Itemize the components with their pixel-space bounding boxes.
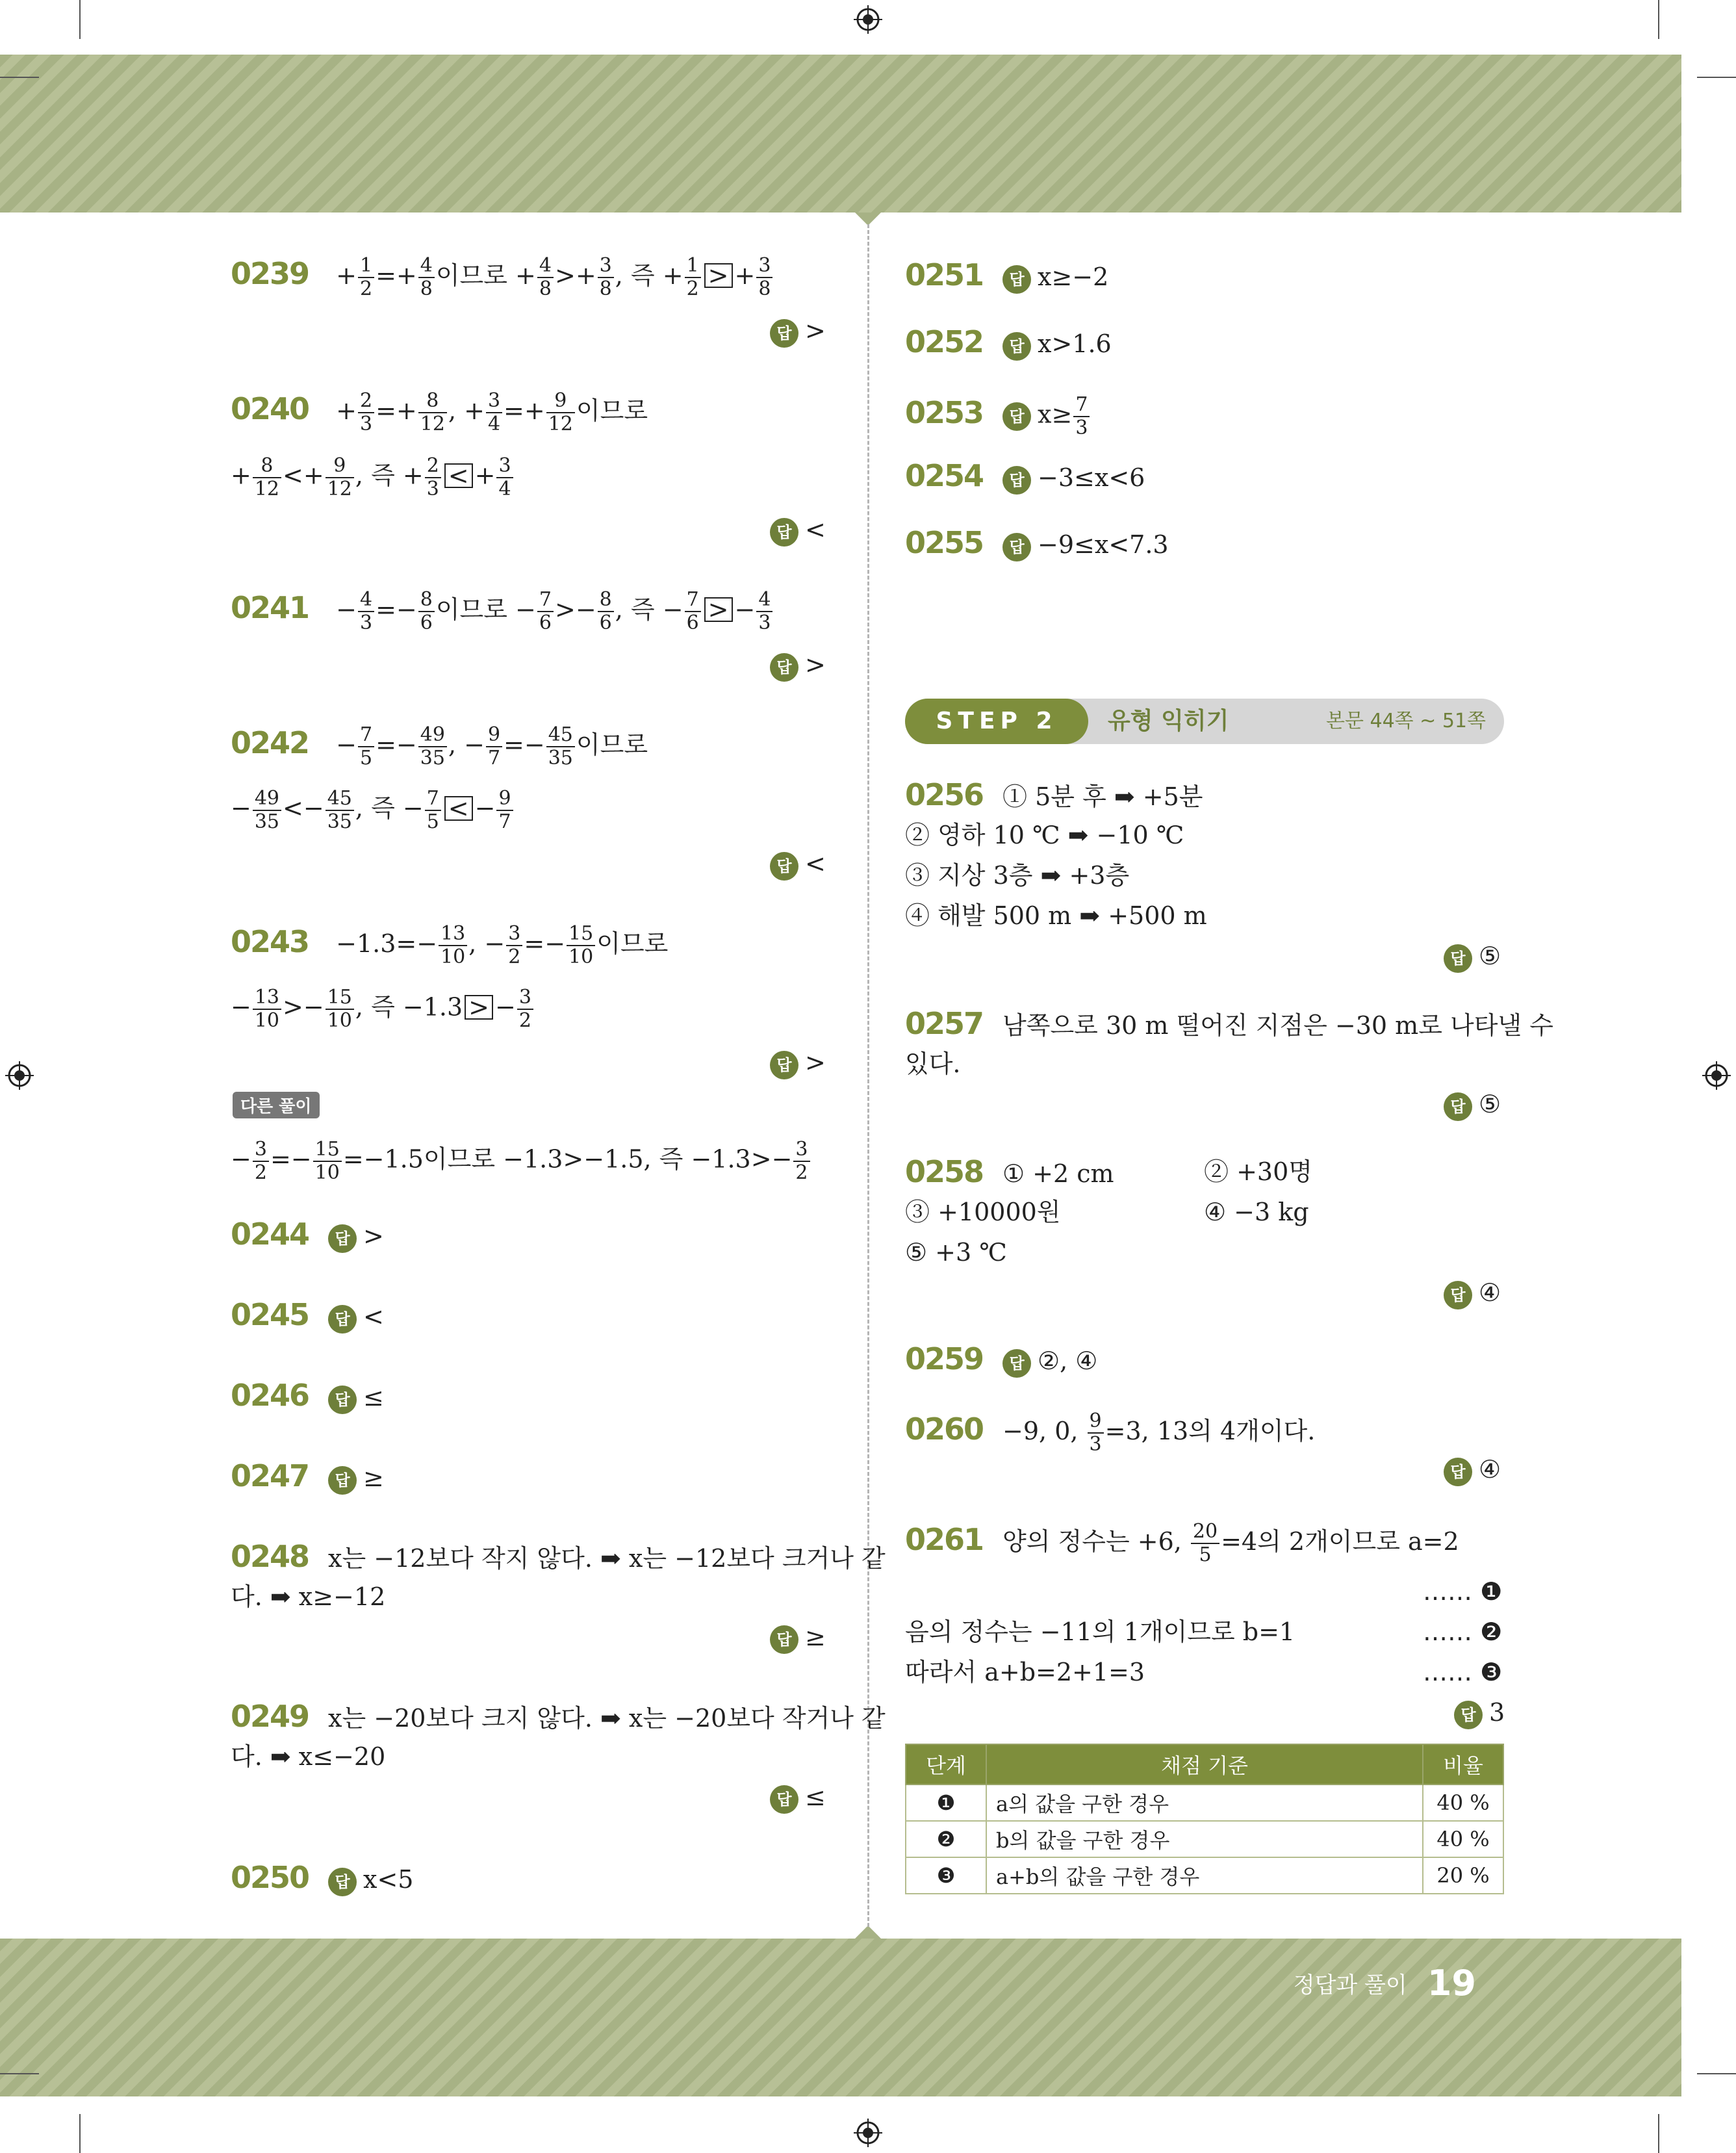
answer-badge-icon: 답 bbox=[328, 1868, 357, 1896]
page-number: 19 bbox=[1427, 1963, 1476, 2004]
solution-expression: + $\frac{1}{2}$ =+ $\frac{4}{8}$ 이므로 + $\frac{4}{8}$ >+ $\frac{3}{8}$ , 즉 + $\frac{1}{2}$ > + $\frac{3}{8}$ bbox=[336, 261, 774, 290]
crop-mark bbox=[1658, 2114, 1659, 2153]
answer-0248: 답 ≥ bbox=[770, 1622, 826, 1654]
answer-0251: x≥−2 bbox=[1038, 263, 1109, 291]
option-line: ③ +10000원 bbox=[905, 1198, 1061, 1226]
step-label: STEP 2 bbox=[905, 699, 1088, 744]
answer-badge-icon: 답 bbox=[1444, 1281, 1472, 1309]
step-marker: …… ❶ bbox=[1423, 1577, 1503, 1606]
answer-badge-icon: 답 bbox=[328, 1224, 357, 1253]
problem-number: 0240 bbox=[231, 391, 309, 426]
problem-0239 bbox=[231, 255, 774, 300]
solution-line: 음의 정수는 −11의 1개이므로 b=1 bbox=[905, 1618, 1296, 1646]
problem-number: 0243 bbox=[231, 923, 309, 959]
column-header: 단계 bbox=[906, 1744, 986, 1785]
table-header-row bbox=[906, 1744, 1503, 1785]
alternative-solution-line: − $\frac{3}{2}$ =− $\frac{15}{10}$ =−1.5이므로 −1.3>−1.5, 즉 −1.3>− $\frac{3}{2}$ bbox=[231, 1139, 811, 1184]
step-page-reference: 본문 44쪽 ~ 51쪽 bbox=[1325, 710, 1486, 732]
table-row: ❸ a+b의 값을 구한 경우 20 % bbox=[906, 1857, 1503, 1894]
answer-badge-icon: 답 bbox=[770, 653, 798, 682]
registration-mark-icon bbox=[854, 5, 882, 34]
solution-line: 있다. bbox=[905, 1050, 961, 1078]
problem-0257: 0257 남쪽으로 30 m 떨어진 지점은 −30 m로 나타낼 수 bbox=[905, 1006, 1553, 1041]
footer-notch bbox=[855, 1926, 881, 1939]
grading-table bbox=[905, 1744, 1504, 1894]
problem-0255: 0255 답 −9≤x<7.3 bbox=[905, 525, 1169, 560]
answer-badge-icon: 답 bbox=[1444, 1092, 1472, 1121]
answer-badge-icon: 답 bbox=[1002, 466, 1031, 495]
problem-0242 bbox=[231, 724, 648, 769]
solution-expression: − $\frac{4}{3}$ =− $\frac{8}{6}$ 이므로 − $\frac{7}{6}$ >− $\frac{8}{6}$ , 즉 − $\frac{7}{6}$ > − $\frac{4}{3}$ bbox=[336, 595, 774, 624]
solution-line: 다. ➡ x≥−12 bbox=[231, 1582, 386, 1611]
problem-0252: 0252 답 x>1.6 bbox=[905, 324, 1112, 359]
answer-badge-icon: 답 bbox=[1454, 1701, 1483, 1729]
answer-badge-icon: 답 bbox=[770, 1785, 798, 1814]
solution-expression: −1.3=− $\frac{13}{10}$ , − $\frac{3}{2}$ =− $\frac{15}{10}$ 이므로 bbox=[336, 922, 669, 968]
solution-line: 남쪽으로 30 m 떨어진 지점은 −30 m로 나타낼 수 bbox=[1002, 1011, 1553, 1040]
problem-0256: 0256 ① 5분 후 ➡ +5분 bbox=[905, 777, 1203, 812]
answer-badge-icon: 답 bbox=[1002, 265, 1031, 294]
solution-line: x는 −12보다 작지 않다. ➡ x는 −12보다 크거나 같 bbox=[328, 1544, 886, 1573]
answer-badge-icon: 답 bbox=[1444, 1458, 1472, 1486]
answer-badge-icon: 답 bbox=[770, 518, 798, 547]
option-line: ① +2 cm bbox=[1002, 1159, 1114, 1188]
problem-0245: 0245 답 < bbox=[231, 1297, 384, 1332]
problem-0253: 0253 답 x≥ $\frac{7}{3}$ bbox=[905, 394, 1091, 439]
crop-mark bbox=[79, 0, 81, 39]
answer-badge-icon: 답 bbox=[770, 852, 798, 881]
option-line: ① 5분 후 ➡ +5분 bbox=[1002, 782, 1203, 811]
solution-line: − $\frac{49}{35}$ <− $\frac{45}{35}$ , 즉 − $\frac{7}{5}$ < − $\frac{9}{7}$ bbox=[231, 788, 515, 833]
answer-badge-icon: 답 bbox=[1002, 533, 1031, 561]
crop-mark bbox=[0, 2073, 39, 2074]
registration-mark-icon bbox=[1702, 1061, 1731, 1090]
answer-0254: −3≤x<6 bbox=[1038, 463, 1145, 492]
answer-0243: 답 > bbox=[770, 1048, 826, 1079]
answer-0245: < bbox=[363, 1302, 384, 1331]
answer-badge-icon: 답 bbox=[770, 319, 798, 348]
solution-line: x는 −20보다 크지 않다. ➡ x는 −20보다 작거나 같 bbox=[328, 1704, 886, 1733]
page-footer bbox=[1294, 1963, 1476, 2004]
alternative-solution-tag: 다른 풀이 bbox=[233, 1092, 320, 1118]
answer-0241: 답 > bbox=[770, 650, 826, 682]
crop-mark bbox=[79, 2114, 81, 2153]
problem-0260: 0260 −9, 0, $\frac{9}{3}$ =3, 13의 4개이다. bbox=[905, 1410, 1316, 1456]
answer-0250: x<5 bbox=[363, 1865, 414, 1894]
registration-mark-icon bbox=[5, 1061, 34, 1090]
problem-0259: 0259 답 ②, ④ bbox=[905, 1341, 1098, 1376]
step-marker: …… ❸ bbox=[1423, 1658, 1503, 1686]
registration-mark-icon bbox=[854, 2119, 882, 2147]
answer-0255: −9≤x<7.3 bbox=[1038, 530, 1169, 559]
solution-expression: 양의 정수는 +6, $\frac{20}{5}$ =4의 2개이므로 a=2 bbox=[1002, 1520, 1459, 1566]
answer-0258: 답 ④ bbox=[1444, 1278, 1501, 1309]
solution-line: + $\frac{8}{12}$ <+ $\frac{9}{12}$ , 즉 + $\frac{2}{3}$ < + $\frac{3}{4}$ bbox=[231, 455, 515, 500]
footer-label: 정답과 풀이 bbox=[1293, 1972, 1407, 1998]
solution-expression: − $\frac{7}{5}$ =− $\frac{49}{35}$ , − $\frac{9}{7}$ =− $\frac{45}{35}$ 이므로 bbox=[336, 723, 648, 769]
answer-0244: > bbox=[363, 1222, 384, 1250]
problem-0247: 0247 답 ≥ bbox=[231, 1458, 384, 1493]
answer-0242: 답 < bbox=[770, 849, 826, 881]
problem-number: 0241 bbox=[231, 589, 309, 625]
solution-line: − $\frac{13}{10}$ >− $\frac{15}{10}$ , 즉 −1.3 > − $\frac{3}{2}$ bbox=[231, 986, 535, 1032]
problem-0261: 0261 양의 정수는 +6, $\frac{20}{5}$ =4의 2개이므로 a=2 bbox=[905, 1520, 1459, 1566]
answer-0249: 답 ≤ bbox=[770, 1782, 826, 1814]
answer-0252: x>1.6 bbox=[1038, 329, 1112, 358]
step-title: 유형 익히기 bbox=[1108, 708, 1229, 734]
solution-expression: + $\frac{2}{3}$ =+ $\frac{8}{12}$ , + $\frac{3}{4}$ =+ $\frac{9}{12}$ 이므로 bbox=[336, 389, 648, 435]
option-line: ⑤ +3 ℃ bbox=[905, 1238, 1007, 1267]
problem-0254: 0254 답 −3≤x<6 bbox=[905, 458, 1145, 493]
answer-badge-icon: 답 bbox=[328, 1305, 357, 1334]
problem-0243 bbox=[231, 923, 668, 968]
problem-number: 0239 bbox=[231, 255, 309, 291]
problem-0258: 0258 ① +2 cm bbox=[905, 1154, 1114, 1189]
problem-0244: 0244 답 > bbox=[231, 1217, 384, 1252]
answer-badge-icon: 답 bbox=[1002, 1349, 1031, 1378]
problem-number: 0242 bbox=[231, 725, 309, 760]
solution-line: 따라서 a+b=2+1=3 bbox=[905, 1658, 1145, 1686]
option-line: ② 영하 10 ℃ ➡ −10 ℃ bbox=[905, 821, 1184, 849]
column-header: 비율 bbox=[1423, 1744, 1503, 1785]
option-line: ③ 지상 3층 ➡ +3층 bbox=[905, 861, 1130, 890]
header-notch bbox=[855, 213, 881, 226]
column-divider bbox=[867, 224, 869, 1927]
problem-0246: 0246 답 ≤ bbox=[231, 1378, 384, 1413]
answer-badge-icon: 답 bbox=[1444, 944, 1472, 973]
answer-badge-icon: 답 bbox=[1002, 332, 1031, 361]
answer-badge-icon: 답 bbox=[1002, 402, 1031, 431]
answer-0239: 답 > bbox=[770, 316, 826, 348]
table-row: ❷ b의 값을 구한 경우 40 % bbox=[906, 1821, 1503, 1857]
problem-0240 bbox=[231, 390, 648, 435]
answer-0246: ≤ bbox=[363, 1383, 384, 1412]
problem-0241 bbox=[231, 589, 774, 634]
answer-0253: x≥ bbox=[1038, 400, 1073, 429]
problem-0249: 0249 x는 −20보다 크지 않다. ➡ x는 −20보다 작거나 같 bbox=[231, 1699, 886, 1734]
header-band bbox=[0, 55, 1681, 213]
option-line: ② +30명 bbox=[1204, 1157, 1312, 1186]
column-header: 채점 기준 bbox=[986, 1744, 1423, 1785]
answer-badge-icon: 답 bbox=[770, 1625, 798, 1654]
crop-mark bbox=[1697, 77, 1736, 78]
option-line: ④ −3 kg bbox=[1204, 1198, 1309, 1226]
answer-0259: ②, ④ bbox=[1038, 1347, 1098, 1375]
crop-mark bbox=[1658, 0, 1659, 39]
option-line: ④ 해발 500 m ➡ +500 m bbox=[905, 901, 1207, 930]
answer-0257: 답 ⑤ bbox=[1444, 1089, 1501, 1121]
problem-0251: 0251 답 x≥−2 bbox=[905, 257, 1109, 292]
problem-0250: 0250 답 x<5 bbox=[231, 1860, 414, 1895]
answer-0247: ≥ bbox=[363, 1463, 384, 1492]
problem-0248: 0248 x는 −12보다 작지 않다. ➡ x는 −12보다 크거나 같 bbox=[231, 1539, 886, 1574]
answer-badge-icon: 답 bbox=[328, 1466, 357, 1495]
crop-mark bbox=[1697, 2073, 1736, 2074]
crop-mark bbox=[0, 77, 39, 78]
answer-badge-icon: 답 bbox=[328, 1386, 357, 1414]
solution-line: 다. ➡ x≤−20 bbox=[231, 1742, 386, 1771]
answer-0256: 답 ⑤ bbox=[1444, 941, 1501, 973]
table-row: ❶ a의 값을 구한 경우 40 % bbox=[906, 1785, 1503, 1821]
step-marker: …… ❷ bbox=[1423, 1618, 1503, 1646]
answer-0240: 답 < bbox=[770, 515, 826, 547]
answer-0260: 답 ④ bbox=[1444, 1454, 1501, 1486]
answer-0261: 답 3 bbox=[1454, 1697, 1505, 1729]
solution-expression: −9, 0, $\frac{9}{3}$ =3, 13의 4개이다. bbox=[1002, 1410, 1316, 1456]
answer-badge-icon: 답 bbox=[770, 1051, 798, 1079]
